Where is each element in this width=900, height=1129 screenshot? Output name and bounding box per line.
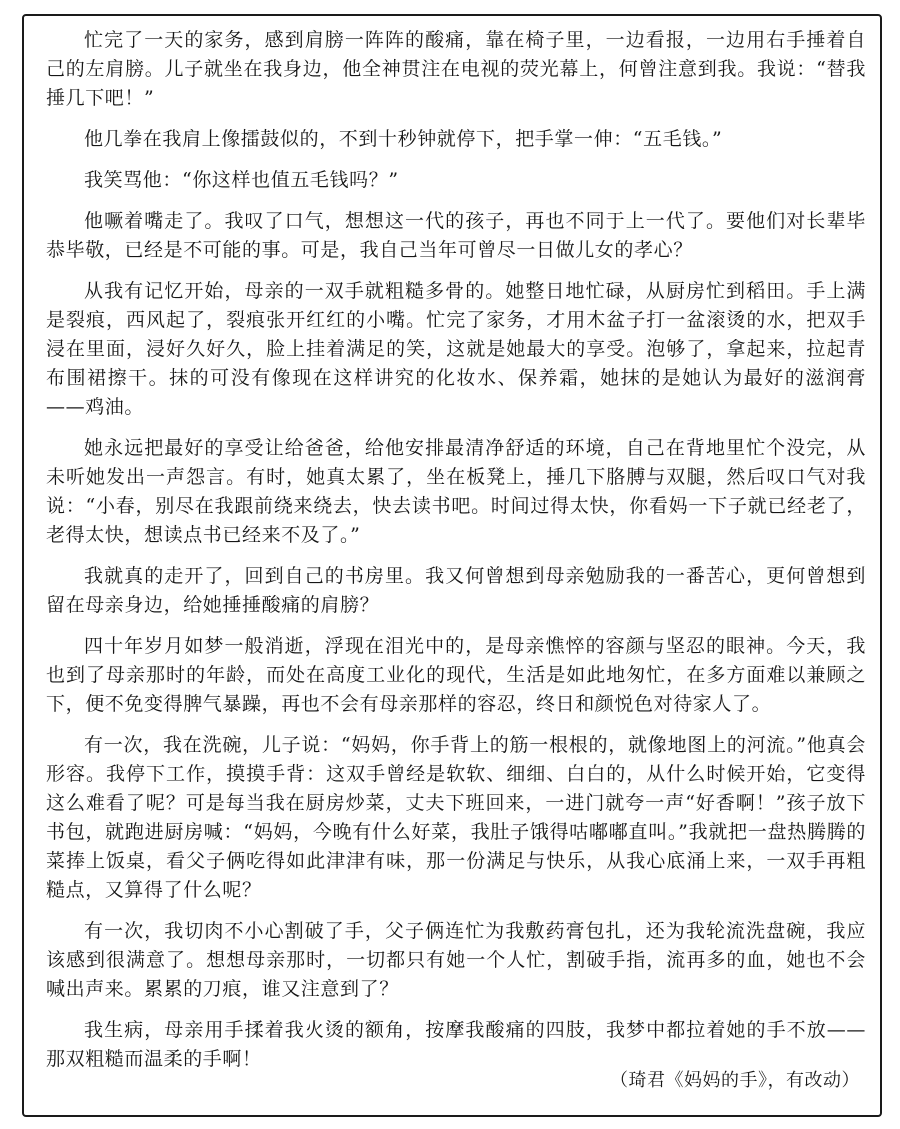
paragraph-6: 她永远把最好的享受让给爸爸，给他安排最清净舒适的环境，自己在背地里忙个没完，从未听她发出一声怨言。有时，她真太累了，坐在板凳上，捶几下胳膊与双腿，然后叹口气对我说：“小春，别尽在我跟前绕来绕去，快去读书吧。时间过得太快，你看妈一下子就已经老了，老得太快，想读点书已经来不及了。” [46,437,866,546]
paragraph-4: 他噘着嘴走了。我叹了口气，想想这一代的孩子，再也不同于上一代了。要他们对长辈毕恭毕敬，已经是不可能的事。可是，我自己当年可曾尽一日做儿女的孝心？ [46,210,866,261]
paragraph-11: 我生病，母亲用手揉着我火烫的额角，按摩我酸痛的四肢，我梦中都拉着她的手不放——那双粗糙而温柔的手啊！ [46,1019,866,1070]
passage-body [46,26,866,1086]
paragraph-8: 四十年岁月如梦一般消逝，浮现在泪光中的，是母亲憔悴的容颜与坚忍的眼神。今天，我也到了母亲那时的年龄，而处在高度工业化的现代，生活是如此地匆忙，在多方面难以兼顾之下，便不免变得脾气暴躁，再也不会有母亲那样的容忍，终日和颜悦色对待家人了。 [46,635,866,715]
source-citation: （琦君《妈妈的手》，有改动） [610,1070,860,1091]
paragraph-10: 有一次，我切肉不小心割破了手，父子俩连忙为我敷药膏包扎，还为我轮流洗盘碗，我应该感到很满意了。想想母亲那时，一切都只有她一个人忙，割破手指，流再多的血，她也不会喊出声来。累累的刀痕，谁又注意到了？ [46,920,866,1000]
paragraph-7: 我就真的走开了，回到自己的书房里。我又何曾想到母亲勉励我的一番苦心，更何曾想到留在母亲身边，给她捶捶酸痛的肩膀？ [46,565,866,616]
paragraph-9: 有一次，我在洗碗，儿子说：“妈妈，你手背上的筋一根根的，就像地图上的河流。”他真会形容。我停下工作，摸摸手背：这双手曾经是软软、细细、白白的，从什么时候开始，它变得这么难看了呢？可是每当我在厨房炒菜，丈夫下班回来，一进门就夸一声“好香啊！”孩子放下书包，就跑进厨房喊：“妈妈，今晚有什么好菜，我肚子饿得咕嘟嘟直叫。”我就把一盘热腾腾的菜捧上饭桌，看父子俩吃得如此津津有味，那一份满足与快乐，从我心底涌上来，一双手再粗糙点，又算得了什么呢？ [46,734,866,901]
paragraph-3: 我笑骂他：“你这样也值五毛钱吗？” [84,169,399,191]
paragraph-1: 忙完了一天的家务，感到肩膀一阵阵的酸痛，靠在椅子里，一边看报，一边用右手捶着自己的左肩膀。儿子就坐在我身边，他全神贯注在电视的荧光幕上，何曾注意到我。我说：“替我捶几下吧！” [46,29,866,109]
paragraph-2: 他几拳在我肩上像擂鼓似的，不到十秒钟就停下，把手掌一伸：“五毛钱。” [84,128,723,150]
paragraph-5: 从我有记忆开始，母亲的一双手就粗糙多骨的。她整日地忙碌，从厨房忙到稻田。手上满是裂痕，西风起了，裂痕张开红红的小嘴。忙完了家务，才用木盆子打一盆滚烫的水，把双手浸在里面，浸好久好久，脸上挂着满足的笑，这就是她最大的享受。泡够了，拿起来，拉起青布围裙擦干。抹的可没有像现在这样讲究的化妆水、保养霜，她抹的是她认为最好的滋润膏——鸡油。 [46,280,866,418]
